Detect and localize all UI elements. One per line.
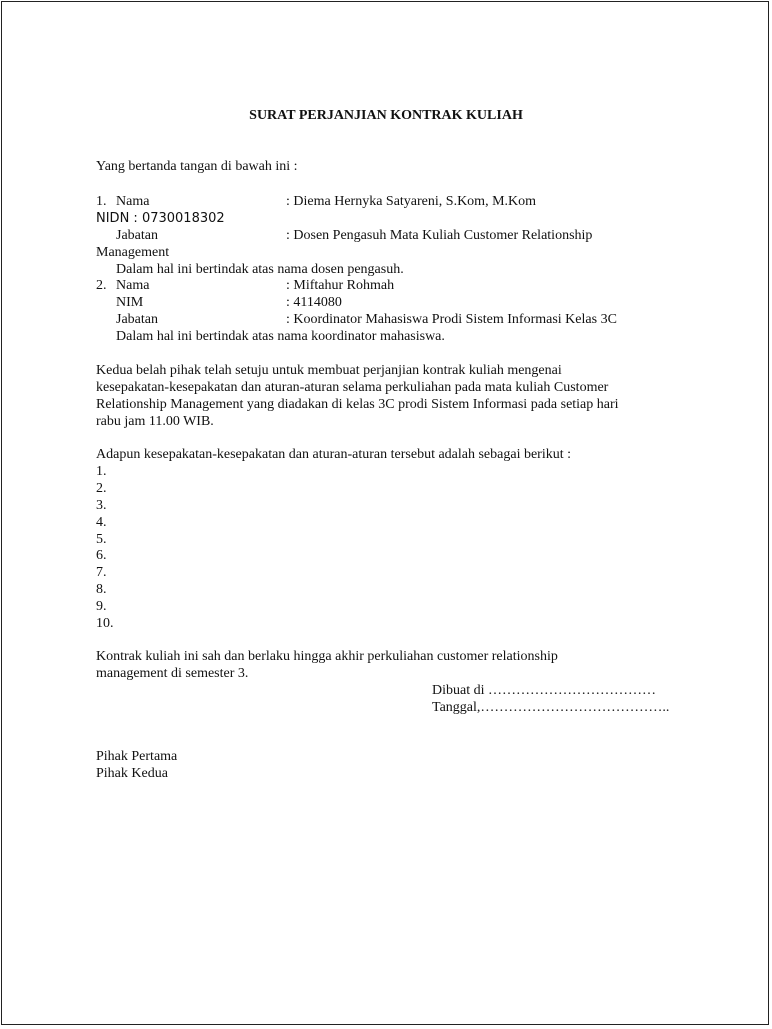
rule-item: 4. [96, 515, 107, 530]
party1-jabatan-label: Jabatan [116, 228, 158, 243]
closing-line: Kontrak kuliah ini sah dan berlaku hingga akhir perkuliahan customer relationship [96, 649, 558, 664]
party1-nidn: NIDN : 0730018302 [96, 211, 225, 226]
rule-item: 10. [96, 616, 114, 631]
rules-intro: Adapun kesepakatan-kesepakatan dan aturan-aturan tersebut adalah sebagai berikut : [96, 447, 572, 462]
party2-nim-label: NIM [116, 295, 144, 310]
paragraph1-line: Kedua belah pihak telah setuju untuk membuat perjanjian kontrak kuliah mengenai [96, 363, 562, 378]
party1-jabatan-continued: Management [96, 245, 170, 260]
rule-item: 7. [96, 565, 107, 580]
party1-note: Dalam hal ini bertindak atas nama dosen pengasuh. [116, 262, 404, 277]
party1-name-value: : Diema Hernyka Satyareni, S.Kom, M.Kom [286, 194, 537, 209]
paragraph1-line: Relationship Management yang diadakan di kelas 3C prodi Sistem Informasi pada setiap hari [96, 397, 619, 412]
party2-name-value: : Miftahur Rohmah [286, 278, 395, 293]
party1-name-label: Nama [116, 194, 150, 209]
rule-item: 8. [96, 582, 107, 597]
rule-item: 9. [96, 599, 107, 614]
signature-second-party: Pihak Kedua [96, 766, 168, 781]
party2-jabatan-value: : Koordinator Mahasiswa Prodi Sistem Informasi Kelas 3C [286, 312, 617, 327]
paragraph1-line: kesepakatan-kesepakatan dan aturan-aturan selama perkuliahan pada mata kuliah Customer [96, 380, 609, 395]
rule-item: 3. [96, 498, 107, 513]
party2-note: Dalam hal ini bertindak atas nama koordinator mahasiswa. [116, 329, 445, 344]
signature-first-party: Pihak Pertama [96, 749, 178, 764]
party2-nim-value: : 4114080 [286, 295, 342, 310]
place-line: Dibuat di ……………………………… [432, 683, 656, 698]
party2-jabatan-label: Jabatan [116, 312, 158, 327]
closing-line: management di semester 3. [96, 666, 249, 681]
party1-number: 1. [96, 194, 107, 209]
date-line: Tanggal,………………………………….. [432, 700, 670, 715]
party2-number: 2. [96, 278, 107, 293]
party1-jabatan-value: : Dosen Pengasuh Mata Kuliah Customer Relationship [286, 228, 593, 243]
paragraph1-line: rabu jam 11.00 WIB. [96, 414, 214, 429]
rule-item: 5. [96, 532, 107, 547]
document-page [1, 1, 769, 1025]
rule-item: 6. [96, 548, 107, 563]
intro-line: Yang bertanda tangan di bawah ini : [96, 159, 298, 174]
document-title: SURAT PERJANJIAN KONTRAK KULIAH [249, 108, 523, 123]
rule-item: 2. [96, 481, 107, 496]
rule-item: 1. [96, 464, 107, 479]
party2-name-label: Nama [116, 278, 150, 293]
